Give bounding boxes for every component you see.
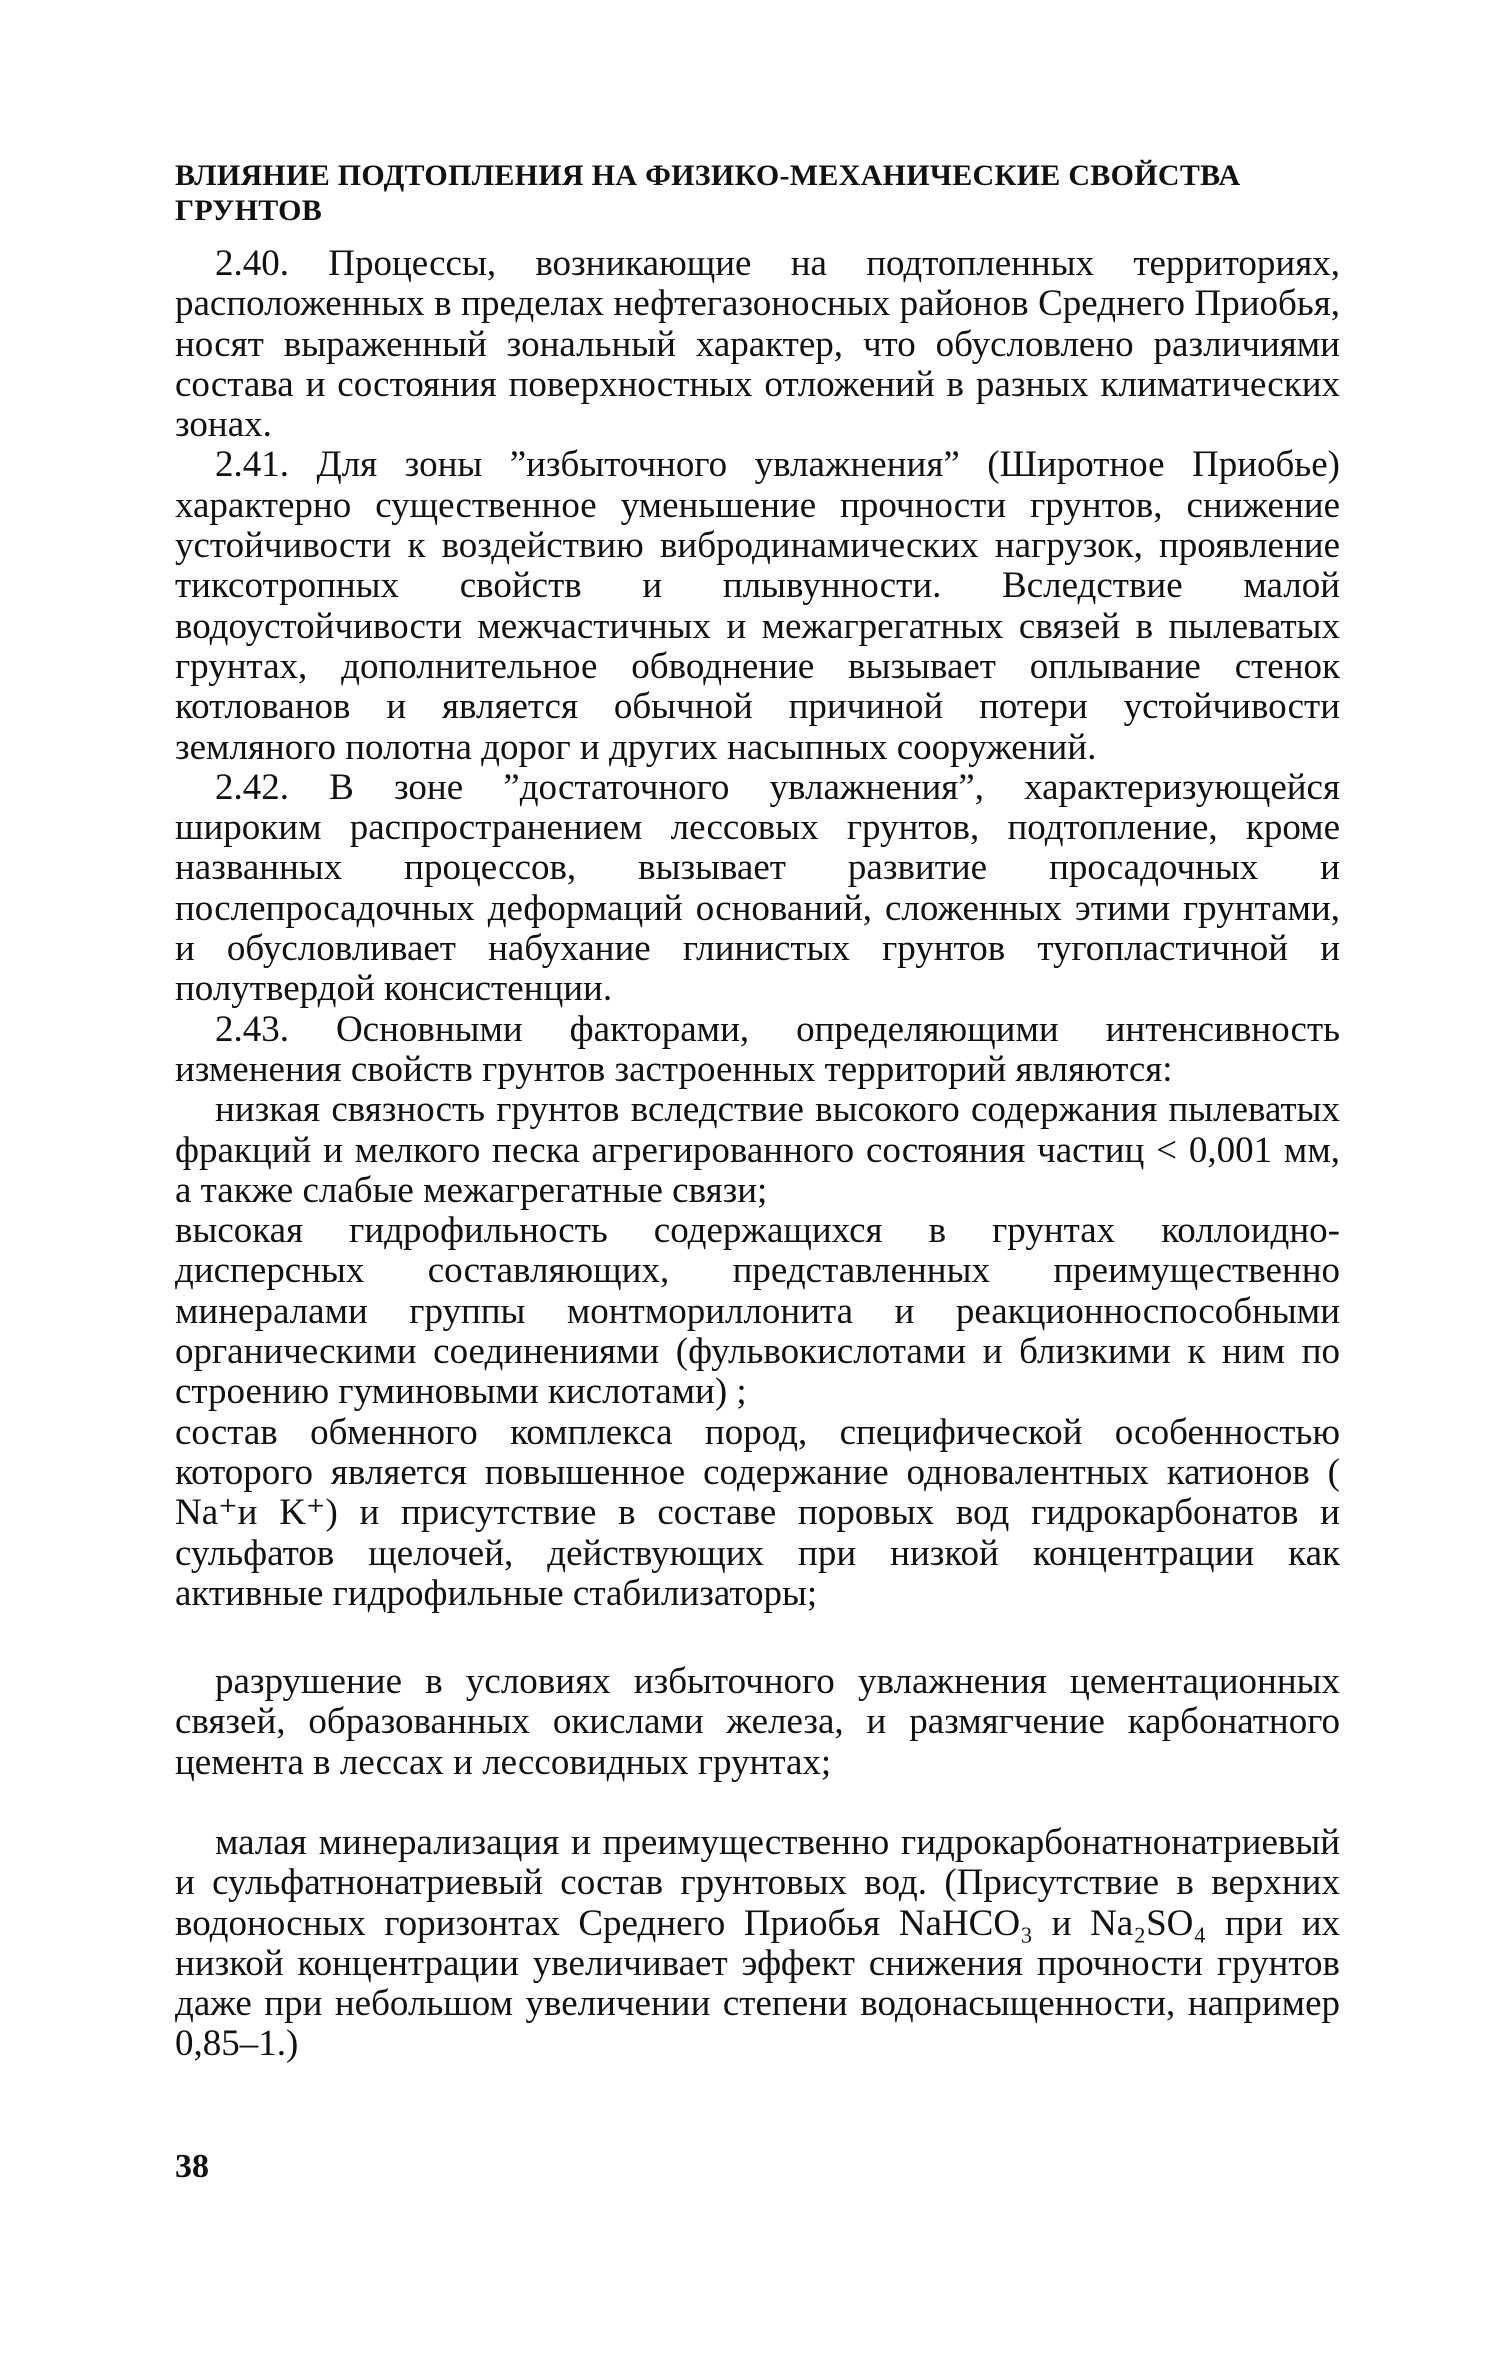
page-number: 38 [175,2148,209,2185]
paragraph-2-41: 2.41. Для зоны ”избыточного увлажнения” (Широтное Приобье) характерно существенное уменьшение прочности грунтов, снижение устойчивости к воздействию вибродинамических нагрузок, проявление тиксотропных свойств и плывунности. Вследствие малой водоустойчивости межчастичных и межагрегатных связей в пылеватых грунтах, дополнительное обводнение вызывает оплывание стенок котлованов и является обычной причиной потери устойчивости земляного полотна дорог и других насыпных сооружений. [175,444,1340,768]
factor-cementation-destruction: разрушение в условиях избыточного увлажнения цементационных связей, образованных окислами железа, и размягчение карбонатного цемента в лессах и лессовидных грунтах; [175,1661,1340,1783]
factor-hydrophilicity: высокая гидрофильность содержащихся в грунтах коллоидно-дисперсных составляющих, представленных преимущественно минералами группы монтмориллонита и реакционноспособными органическими соединениями (фульвокислотами и близкими к ним по строению гуминовыми кислотами) ; [175,1210,1340,1413]
section-heading: ВЛИЯНИЕ ПОДТОПЛЕНИЯ НА ФИЗИКО-МЕХАНИЧЕСКИЕ СВОЙСТВА ГРУНТОВ [175,159,1241,227]
factor-exchange-complex: состав обменного комплекса пород, специфической особенностью которого является повышенное содержание одновалентных катионов ( Na⁺и K⁺) и присутствие в составе поровых вод гидрокарбонатов и сульфатов щелочей, действующих при низкой концентрации как активные гидрофильные стабилизаторы; [175,1411,1340,1614]
paragraph-2-40: 2.40. Процессы, возникающие на подтопленных территориях, расположенных в пределах нефтегазоносных районов Среднего Приобья, носят выраженный зональный характер, что обусловлено различиями состава и состояния поверхностных отложений в разных климатических зонах. [175,243,1340,446]
paragraph-2-43: 2.43. Основными факторами, определяющими интенсивность изменения свойств грунтов застроенных территорий являются: [175,1008,1340,1090]
factor-low-cohesion: низкая связность грунтов вследствие высокого содержания пылеватых фракций и мелкого песка агрегированного состояния частиц < 0,001 мм, а также слабые межагрегатные связи; [175,1089,1340,1211]
paragraph-2-42: 2.42. В зоне ”достаточного увлажнения”, характеризующейся широким распространением лессовых грунтов, подтопление, кроме названных процессов, вызывает развитие просадочных и послепросадочных деформаций оснований, сложенных этими грунтами, и обусловливает набухание глинистых грунтов тугопластичной и полутвердой консистенции. [175,766,1340,1010]
document-page [175,158,1340,2298]
factor-low-mineralization: малая минерализация и преимущественно гидрокарбонатнонатриевый и сульфатнонатриевый состав грунтовых вод. (Присутствие в верхних водоносных горизонтах Среднего Приобья NaHCO₃ и Na₂SO₄ при их низкой концентрации увеличивает эффект снижения прочности грунтов даже при небольшом увеличении степени водонасыщенности, например 0,85–1.) [175,1821,1340,2065]
